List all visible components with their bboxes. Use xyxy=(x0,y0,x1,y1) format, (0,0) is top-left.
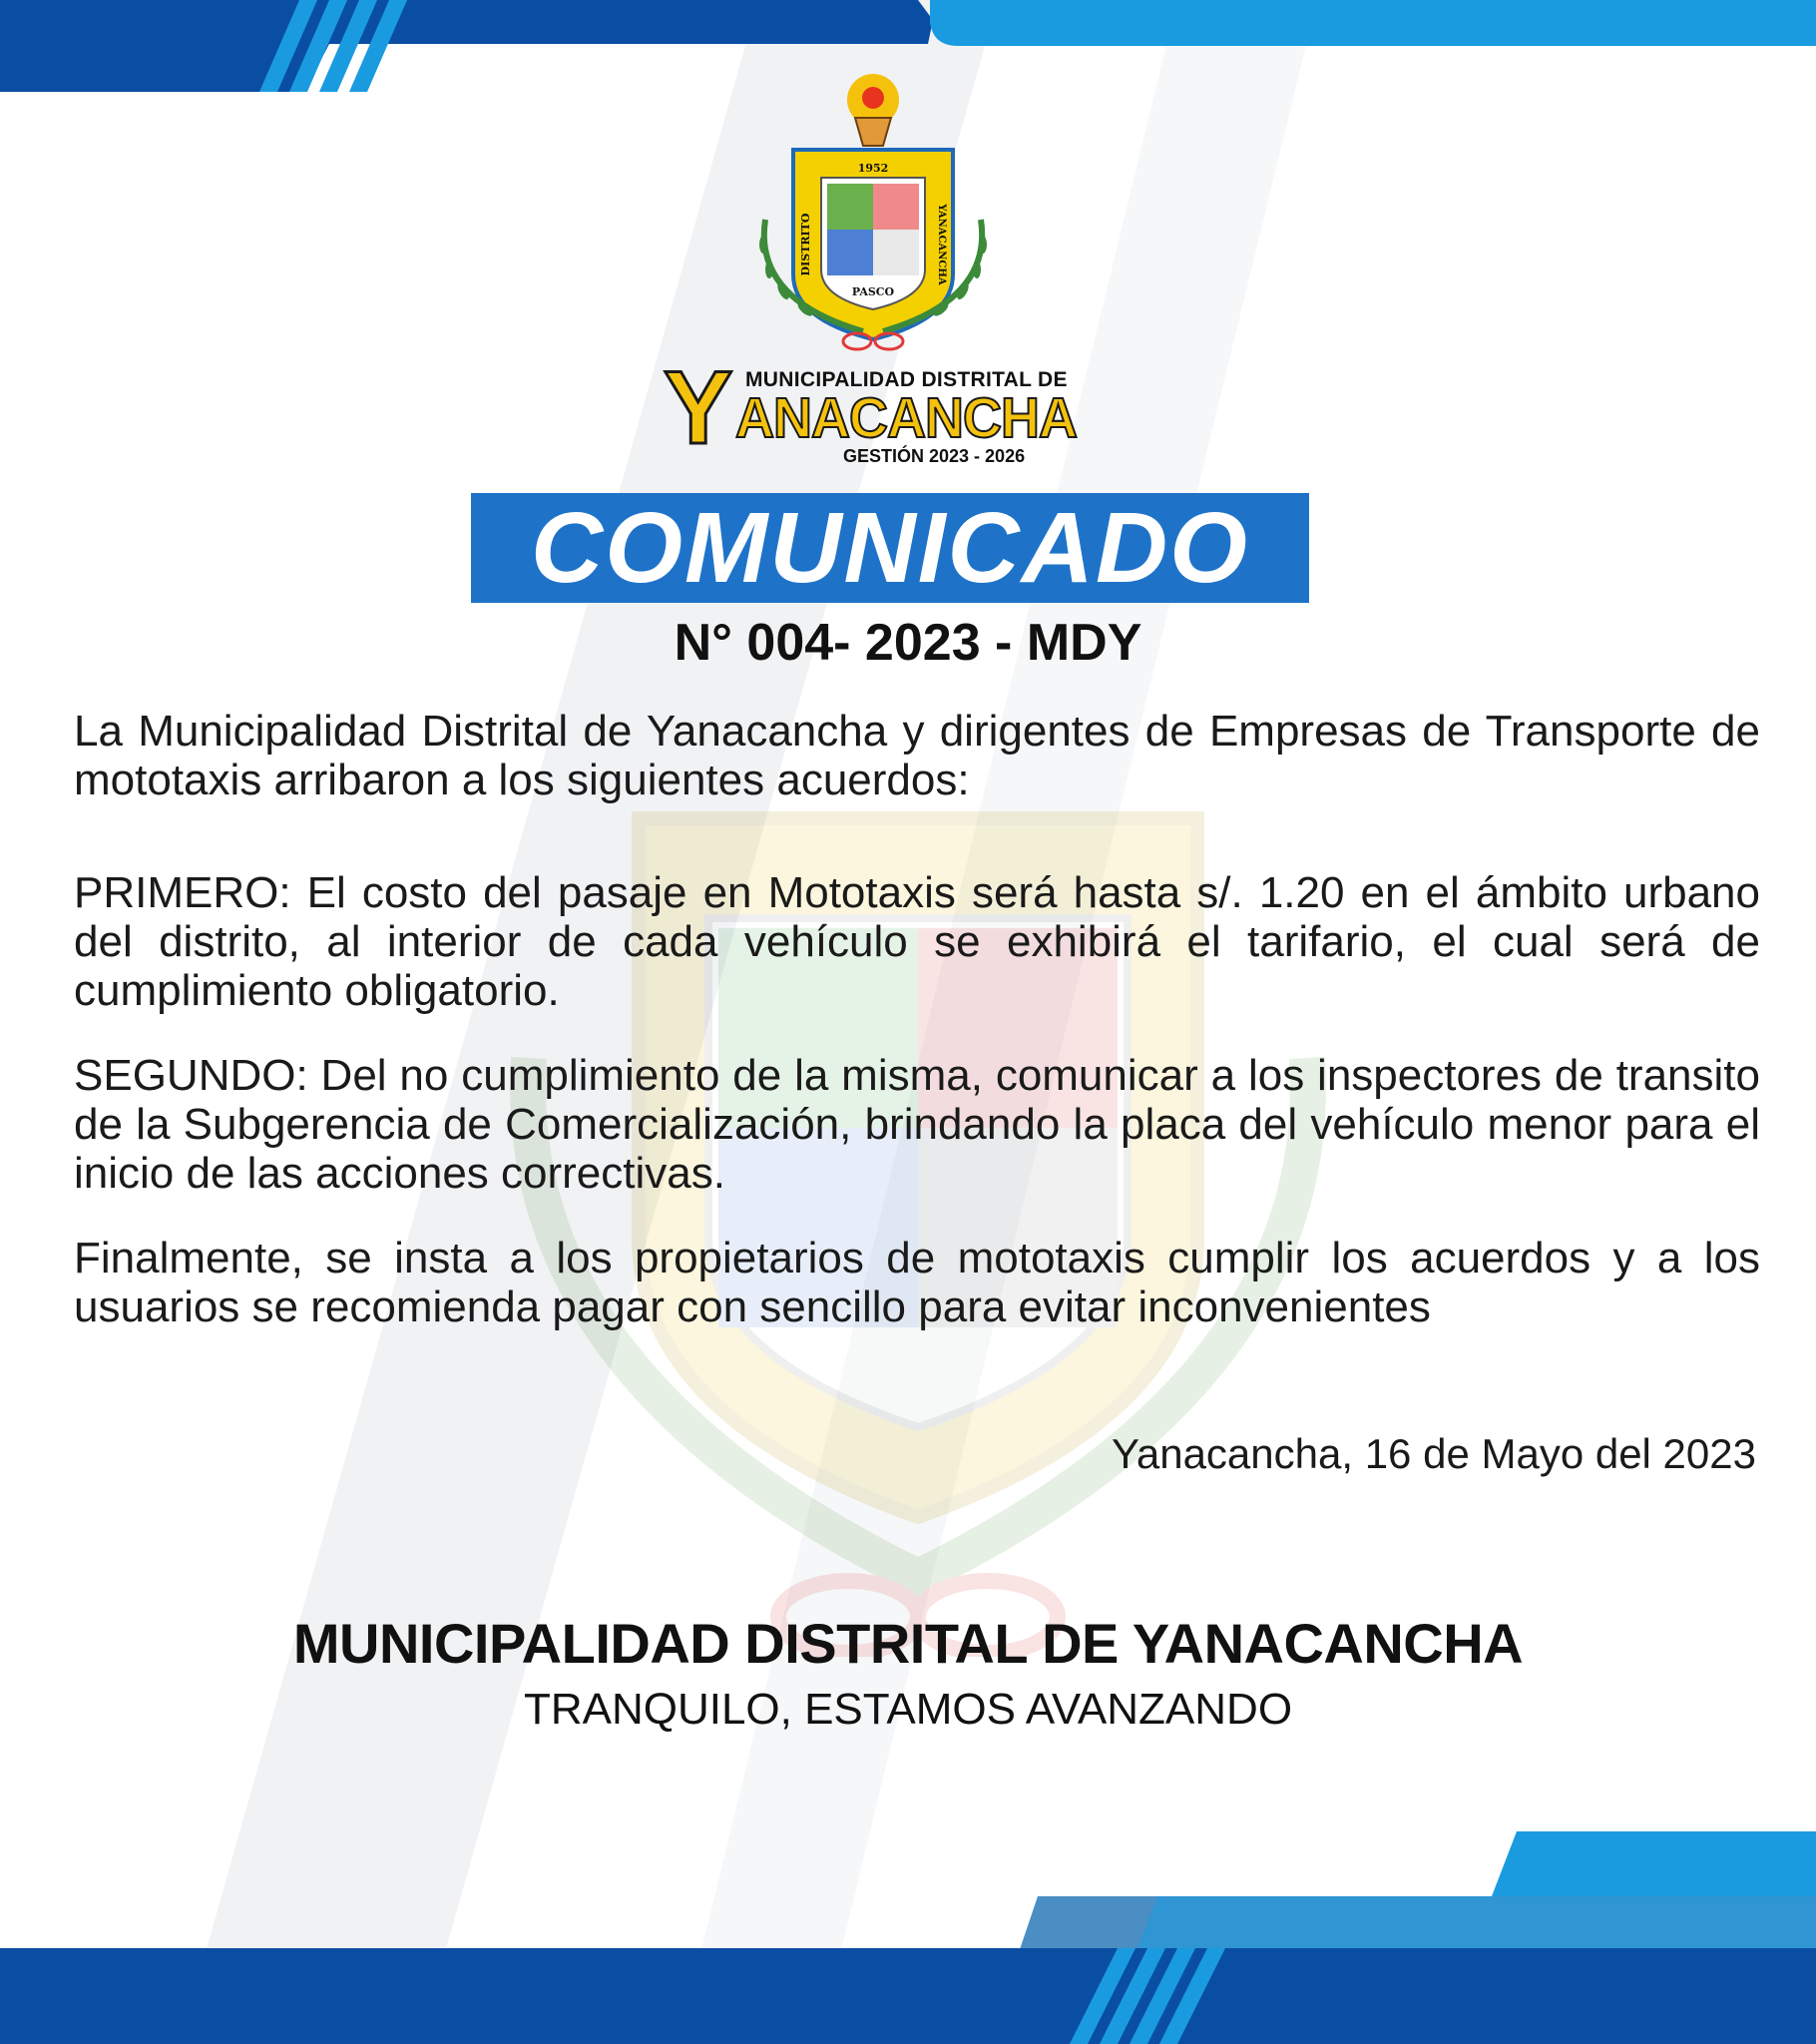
emblem-right-text: YANACANCHA xyxy=(936,204,947,285)
brand-top-line: MUNICIPALIDAD DISTRITAL DE xyxy=(745,368,1068,391)
first-text: El costo del pasaje en Mototaxis será hasta s/. 1.20 en el ámbito urbano del distrito, al interior de cada vehículo se exhibirá el tarifario, el cual será de cumplimiento obligatorio. xyxy=(74,868,1760,1015)
page-title: COMUNICADO xyxy=(531,492,1249,604)
first-label: PRIMERO: xyxy=(74,868,291,917)
document-date: Yanacancha, 16 de Mayo del 2023 xyxy=(1111,1430,1756,1477)
first-agreement xyxy=(74,868,1760,1015)
second-agreement xyxy=(74,1051,1760,1198)
slogan-line: TRANQUILO, ESTAMOS AVANZANDO xyxy=(523,1685,1293,1734)
document-body xyxy=(74,707,1760,1331)
closing-paragraph: Finalmente, se insta a los propietarios de mototaxis cumplir los acuerdos y a los usuarios se recomienda pagar con sencillo para evitar inconvenientes xyxy=(74,1234,1760,1331)
title-banner xyxy=(471,493,1309,603)
second-label: SEGUNDO: xyxy=(74,1051,308,1100)
intro-paragraph: La Municipalidad Distrital de Yanacancha y dirigentes de Empresas de Transporte de mototaxis arribaron a los siguientes acuerdos: xyxy=(74,707,1760,804)
emblem-left-text: DISTRITO xyxy=(799,213,812,276)
signature-line: MUNICIPALIDAD DISTRITAL DE YANACANCHA xyxy=(292,1612,1524,1675)
emblem-bottom-text: PASCO xyxy=(851,285,895,298)
brand-logo xyxy=(664,350,1077,469)
district-emblem-icon xyxy=(743,70,1003,359)
document-number: N° 004- 2023 - MDY xyxy=(674,614,1142,672)
brand-name: ANACANCHA xyxy=(735,386,1077,450)
second-text: Del no cumplimiento de la misma, comunicar a los inspectores de transito de la Subgerencia de Comercialización, brindando la placa del vehículo menor para el inicio de las acciones correctivas. xyxy=(74,1051,1760,1198)
emblem-year: 1952 xyxy=(857,162,889,175)
brand-sub-line: GESTIÓN 2023 - 2026 xyxy=(843,446,1026,466)
brand-initial: Y xyxy=(664,350,733,466)
